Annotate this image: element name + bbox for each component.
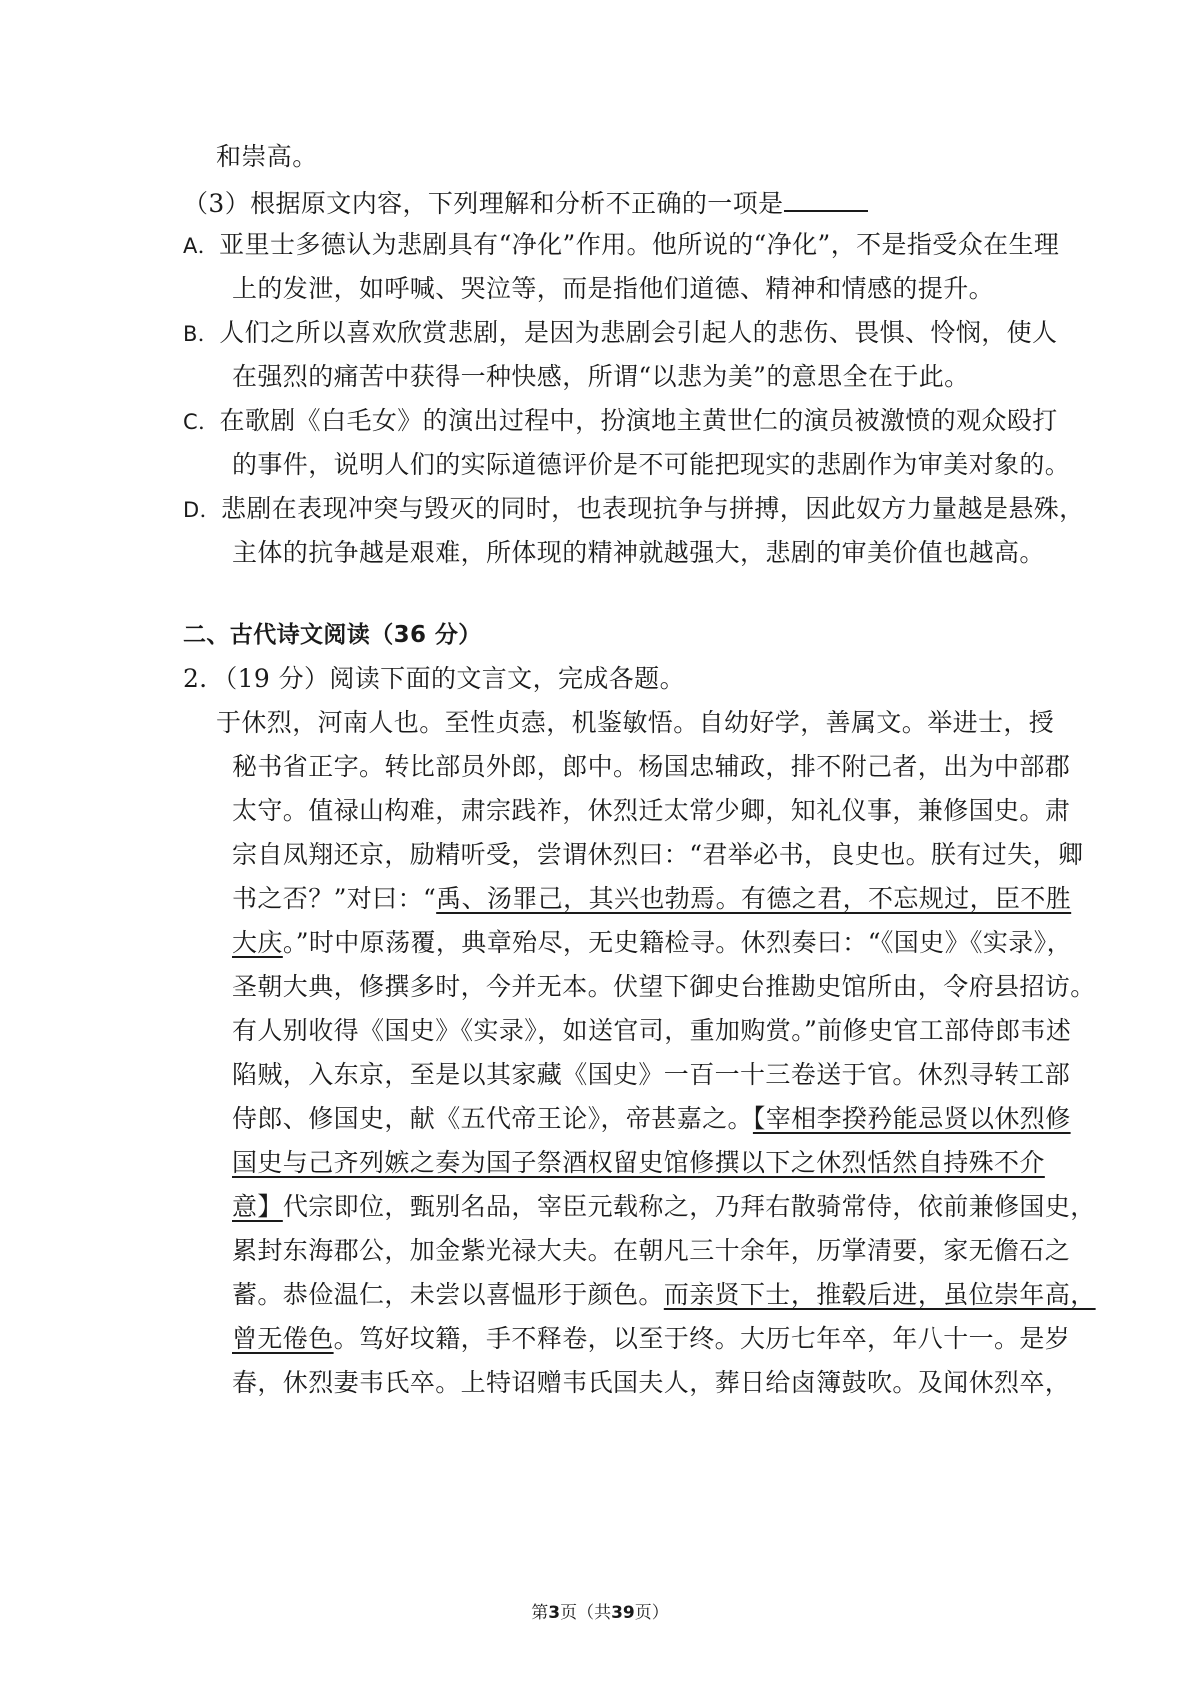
- q3-stem: （3）根据原文内容，下列理解和分析不正确的一项是: [183, 184, 868, 221]
- passage-line: 圣朝大典，修撰多时，今并无本。伏望下御史台推勘史馆所由，令府县招访。: [232, 972, 1096, 1001]
- underlined-sentence: 禹、汤罪己，其兴也勃焉。有德之君，不忘规过，臣不胜: [436, 884, 1072, 913]
- q2-stem: 2．（19 分）阅读下面的文言文，完成各题。: [183, 664, 685, 693]
- passage-line: 大庆。”时中原荡覆，典章殆尽，无史籍检寻。休烈奏曰：“《国史》《实录》，: [232, 928, 1072, 957]
- punctuation-exercise: 意】: [232, 1192, 283, 1221]
- punctuation-exercise: 【宰相李揆矜能忌贤以休烈修: [752, 1104, 1071, 1133]
- passage-line: 曾无倦色。笃好坟籍，手不释卷，以至于终。大历七年卒，年八十一。是岁: [232, 1324, 1071, 1353]
- option-b-line1: B．人们之所以喜欢欣赏悲剧，是因为悲剧会引起人的悲伤、畏惧、怜悯，使人: [183, 318, 1058, 347]
- passage-line: 蓄。恭俭温仁，未尝以喜愠形于颜色。而亲贤下士，推毂后进，虽位崇年高，: [232, 1280, 1096, 1309]
- underlined-sentence: 大庆: [232, 928, 283, 957]
- option-d-line1: D．悲剧在表现冲突与毁灭的同时，也表现抗争与拼搏，因此奴方力量越是悬殊，: [183, 494, 1085, 523]
- option-c-line2: 的事件，说明人们的实际道德评价是不可能把现实的悲剧作为审美对象的。: [232, 450, 1071, 479]
- passage-line: [232, 1146, 1045, 1180]
- option-b-line2: 在强烈的痛苦中获得一种快感，所谓“以悲为美”的意思全在于此。: [232, 362, 970, 391]
- passage-line: 意】代宗即位，甄别名品，宰臣元载称之，乃拜右散骑常侍，依前兼修国史，: [232, 1192, 1096, 1221]
- option-d-line2: 主体的抗争越是艰难，所体现的精神就越强大，悲剧的审美价值也越高。: [232, 538, 1045, 567]
- passage-line: 春，休烈妻韦氏卒。上特诏赠韦氏国夫人，葬日给卤簿鼓吹。及闻休烈卒，: [232, 1368, 1071, 1397]
- section-heading: 二、古代诗文阅读（36 分）: [183, 622, 482, 648]
- passage-line: 累封东海郡公，加金紫光禄大夫。在朝凡三十余年，历掌清要，家无儋石之: [232, 1236, 1071, 1265]
- passage-line: 于休烈，河南人也。至性贞悫，机鉴敏悟。自幼好学，善属文。举进士，授: [216, 708, 1055, 737]
- option-a-line1: A．亚里士多德认为悲剧具有“净化”作用。他所说的“净化”，不是指受众在生理: [183, 230, 1060, 259]
- underlined-sentence: 而亲贤下士，推毂后进，虽位崇年高，: [663, 1280, 1096, 1309]
- passage-line: 有人别收得《国史》《实录》，如送官司，重加购赏。”前修史官工部侍郎韦述: [232, 1016, 1072, 1045]
- answer-blank: [784, 184, 868, 212]
- underlined-sentence: 曾无倦色: [232, 1324, 334, 1353]
- q3-prev-continuation: 和崇高。: [216, 142, 318, 171]
- punctuation-exercise: 国史与己齐列嫉之奏为国子祭酒权留史馆修撰以下之休烈恬然自持殊不介: [232, 1148, 1045, 1177]
- option-a-line2: 上的发泄，如呼喊、哭泣等，而是指他们道德、精神和情感的提升。: [232, 274, 995, 303]
- passage-line: 书之否？”对曰：“禹、汤罪己，其兴也勃焉。有德之君，不忘规过，臣不胜: [232, 884, 1072, 913]
- passage-line: 宗自凤翔还京，励精听受，尝谓休烈曰：“君举必书，良史也。朕有过失，卿: [232, 840, 1084, 869]
- passage-line: 太守。值禄山构难，肃宗践祚，休烈迁太常少卿，知礼仪事，兼修国史。肃: [232, 796, 1071, 825]
- passage-line: 陷贼，入东京，至是以其家藏《国史》一百一十三卷送于官。休烈寻转工部: [232, 1060, 1071, 1089]
- passage-line: 秘书省正字。转比部员外郎，郎中。杨国忠辅政，排不附己者，出为中部郡: [232, 752, 1071, 781]
- passage-line: 侍郎、修国史，献《五代帝王论》，帝甚嘉之。【宰相李揆矜能忌贤以休烈修: [232, 1104, 1071, 1133]
- page-footer: 第3页（共39页）: [531, 1603, 669, 1623]
- option-c-line1: C．在歌剧《白毛女》的演出过程中，扮演地主黄世仁的演员被激愤的观众殴打: [183, 406, 1058, 435]
